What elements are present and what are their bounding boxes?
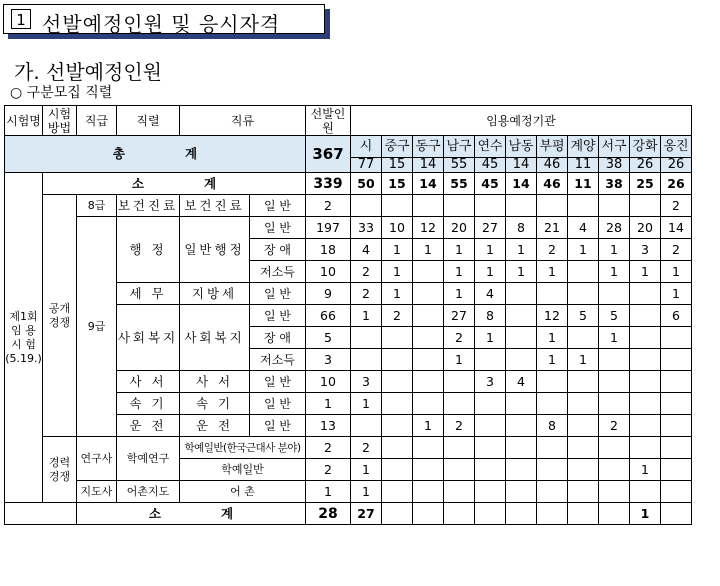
- agency-count-cell: [475, 415, 506, 437]
- agency-count-cell: [630, 371, 661, 393]
- subtotal2-agency-count: [599, 503, 630, 525]
- agency-count-cell: [413, 327, 444, 349]
- agency-count-cell: 1: [630, 261, 661, 283]
- subtotal2-agency-count: [413, 503, 444, 525]
- agency-count-cell: [568, 261, 599, 283]
- subtotal-agency-count: 50: [351, 173, 382, 195]
- subtotal2-selected: 28: [306, 503, 351, 525]
- agency-count-cell: 1: [568, 239, 599, 261]
- method-line: 경쟁: [48, 469, 71, 483]
- table-row: [5, 481, 692, 503]
- agency-count-cell: 1: [661, 261, 692, 283]
- agency-count-cell: [506, 283, 537, 305]
- header-selected: 선발인원: [306, 106, 351, 136]
- total-agency-count: 14: [506, 158, 537, 173]
- agency-count-cell: 1: [537, 349, 568, 371]
- selected-cell: 1: [306, 481, 351, 503]
- agency-count-cell: [661, 459, 692, 481]
- agency-count-cell: 1: [444, 239, 475, 261]
- agency-count-cell: 2: [661, 195, 692, 217]
- agency-count-cell: [599, 349, 630, 371]
- agency-count-cell: 1: [475, 327, 506, 349]
- agency-count-cell: [413, 349, 444, 371]
- agency-count-cell: [599, 393, 630, 415]
- series-cell: 사회복지: [117, 305, 180, 371]
- agency-count-cell: 14: [661, 217, 692, 239]
- header-grade: 직급: [77, 106, 117, 136]
- selected-cell: 66: [306, 305, 351, 327]
- type-cell: 일 반: [250, 283, 306, 305]
- subtotal-agency-count: 11: [568, 173, 599, 195]
- recruitment-table: [4, 105, 692, 525]
- subtotal-agency-count: 14: [506, 173, 537, 195]
- agency-count-cell: 1: [351, 481, 382, 503]
- subtotal-agency-count: 38: [599, 173, 630, 195]
- subtotal-agency-count: 55: [444, 173, 475, 195]
- agency-count-cell: 33: [351, 217, 382, 239]
- exam-name: [5, 173, 43, 503]
- selected-cell: 2: [306, 437, 351, 459]
- agency-count-cell: [444, 371, 475, 393]
- agency-count-cell: [537, 195, 568, 217]
- subtotal2-agency-count: 27: [351, 503, 382, 525]
- agency-count-cell: [444, 437, 475, 459]
- title-box: [3, 4, 325, 34]
- subtotal-agency-count: 15: [382, 173, 413, 195]
- subtotal-selected: 339: [306, 173, 351, 195]
- grade-cell: 지도사: [77, 481, 117, 503]
- agency-count-cell: [444, 393, 475, 415]
- agency-count-cell: 1: [599, 261, 630, 283]
- agency-count-cell: [630, 327, 661, 349]
- total-agency-count: 45: [475, 158, 506, 173]
- agency-count-cell: [475, 195, 506, 217]
- method-open: [43, 195, 77, 437]
- agency-count-cell: 1: [630, 459, 661, 481]
- agency-count-cell: 3: [630, 239, 661, 261]
- agency-count-cell: 4: [475, 283, 506, 305]
- agency-count-cell: [506, 305, 537, 327]
- agency-count-cell: [568, 393, 599, 415]
- agency-name-header: 중구: [382, 136, 413, 158]
- agency-name-header: 서구: [599, 136, 630, 158]
- subtotal-label-1: 소: [131, 175, 144, 191]
- total-label: [5, 136, 306, 173]
- subtotal2-label-1: 소: [148, 505, 161, 521]
- agency-name-header: 시: [351, 136, 382, 158]
- agency-count-cell: [537, 283, 568, 305]
- subtotal2-agency-count: 1: [630, 503, 661, 525]
- table-row: [5, 217, 692, 239]
- agency-count-cell: 2: [351, 283, 382, 305]
- agency-count-cell: 2: [661, 239, 692, 261]
- agency-count-cell: 8: [506, 217, 537, 239]
- selected-cell: 2: [306, 195, 351, 217]
- type-cell: 장 애: [250, 239, 306, 261]
- type-cell: 일 반: [250, 217, 306, 239]
- agency-count-cell: 6: [661, 305, 692, 327]
- subtotal2-agency-count: [444, 503, 475, 525]
- agency-count-cell: [382, 415, 413, 437]
- section-heading: 가. 선발예정인원: [14, 60, 162, 84]
- agency-count-cell: [475, 349, 506, 371]
- agency-count-cell: [568, 415, 599, 437]
- total-agency-count: 38: [599, 158, 630, 173]
- agency-count-cell: [413, 283, 444, 305]
- agency-count-cell: 1: [599, 239, 630, 261]
- agency-count-cell: 1: [413, 239, 444, 261]
- category-cell: 일반행정: [180, 217, 250, 283]
- agency-name-header: 강화: [630, 136, 661, 158]
- category-cell: 사회복지: [180, 305, 250, 371]
- agency-count-cell: 1: [537, 327, 568, 349]
- total-agency-count: 15: [382, 158, 413, 173]
- agency-count-cell: 2: [444, 327, 475, 349]
- agency-count-cell: [382, 459, 413, 481]
- total-label-1: 총: [112, 146, 125, 161]
- selected-cell: 9: [306, 283, 351, 305]
- header-exam: 시험명: [5, 106, 43, 136]
- subtotal2-agency-count: [475, 503, 506, 525]
- agency-count-cell: 1: [537, 261, 568, 283]
- agency-count-cell: [506, 481, 537, 503]
- selected-cell: 5: [306, 327, 351, 349]
- selected-cell: 197: [306, 217, 351, 239]
- agency-count-cell: [475, 459, 506, 481]
- agency-name-header: 남구: [444, 136, 475, 158]
- subtotal2-agency-count: [568, 503, 599, 525]
- agency-count-cell: 4: [351, 239, 382, 261]
- agency-count-cell: [630, 481, 661, 503]
- type-cell: 일 반: [250, 393, 306, 415]
- agency-name-header: 남동: [506, 136, 537, 158]
- table-row: [5, 195, 692, 217]
- agency-count-cell: [351, 327, 382, 349]
- total-agency-count: 55: [444, 158, 475, 173]
- agency-count-cell: [413, 305, 444, 327]
- agency-count-cell: 5: [599, 305, 630, 327]
- subtotal-row: [5, 173, 692, 195]
- method-career: [43, 437, 77, 503]
- agency-count-cell: [506, 393, 537, 415]
- total-agency-count: 11: [568, 158, 599, 173]
- agency-count-cell: [630, 415, 661, 437]
- agency-count-cell: 1: [599, 327, 630, 349]
- agency-count-cell: [475, 437, 506, 459]
- type-cell: 저소득: [250, 261, 306, 283]
- agency-count-cell: [568, 371, 599, 393]
- agency-count-cell: [630, 305, 661, 327]
- agency-count-cell: [599, 195, 630, 217]
- category-cell: 학예일반(한국근대사 분야): [180, 437, 306, 459]
- exam-name-line: 임 용: [11, 323, 36, 337]
- category-cell: 운 전: [180, 415, 250, 437]
- agency-count-cell: [382, 481, 413, 503]
- agency-count-cell: [630, 349, 661, 371]
- selected-cell: 18: [306, 239, 351, 261]
- selected-cell: 3: [306, 349, 351, 371]
- selected-cell: 13: [306, 415, 351, 437]
- agency-count-cell: [537, 481, 568, 503]
- agency-count-cell: [444, 195, 475, 217]
- agency-count-cell: 1: [661, 283, 692, 305]
- agency-count-cell: [661, 349, 692, 371]
- grade-cell: 9급: [77, 217, 117, 437]
- agency-count-cell: [537, 459, 568, 481]
- category-cell: 지방세: [180, 283, 250, 305]
- selected-cell: 2: [306, 459, 351, 481]
- header-category: 직류: [180, 106, 306, 136]
- agency-count-cell: [382, 437, 413, 459]
- agency-count-cell: [382, 349, 413, 371]
- agency-count-cell: [413, 437, 444, 459]
- total-label-2: 계: [185, 146, 198, 161]
- agency-count-cell: [413, 481, 444, 503]
- total-row: [5, 136, 692, 158]
- agency-count-cell: [444, 459, 475, 481]
- agency-count-cell: [661, 481, 692, 503]
- agency-count-cell: 12: [537, 305, 568, 327]
- agency-count-cell: [599, 371, 630, 393]
- agency-count-cell: [661, 415, 692, 437]
- agency-count-cell: 1: [568, 349, 599, 371]
- agency-count-cell: [568, 437, 599, 459]
- subtotal2-agency-count: [382, 503, 413, 525]
- agency-count-cell: 12: [413, 217, 444, 239]
- agency-count-cell: [506, 349, 537, 371]
- agency-count-cell: [382, 195, 413, 217]
- agency-name-header: 부평: [537, 136, 568, 158]
- agency-count-cell: 27: [475, 217, 506, 239]
- agency-count-cell: 4: [506, 371, 537, 393]
- method-line: 경력: [48, 455, 71, 469]
- agency-count-cell: [413, 459, 444, 481]
- agency-count-cell: [568, 327, 599, 349]
- agency-name-header: 옹진: [661, 136, 692, 158]
- agency-count-cell: 5: [568, 305, 599, 327]
- agency-name-header: 계양: [568, 136, 599, 158]
- series-cell: 세 무: [117, 283, 180, 305]
- agency-count-cell: 1: [382, 239, 413, 261]
- agency-count-cell: 2: [444, 415, 475, 437]
- agency-count-cell: [630, 393, 661, 415]
- total-agency-count: 14: [413, 158, 444, 173]
- subtotal-agency-count: 14: [413, 173, 444, 195]
- selected-cell: 1: [306, 393, 351, 415]
- category-cell: 학예일반: [180, 459, 306, 481]
- agency-count-cell: 20: [630, 217, 661, 239]
- agency-count-cell: 1: [475, 261, 506, 283]
- agency-count-cell: [506, 437, 537, 459]
- category-cell: 속 기: [180, 393, 250, 415]
- agency-count-cell: [506, 327, 537, 349]
- agency-count-cell: [382, 393, 413, 415]
- agency-count-cell: 8: [475, 305, 506, 327]
- subtotal-agency-count: 26: [661, 173, 692, 195]
- exam-name-line: 제1회: [9, 309, 38, 323]
- type-cell: 일 반: [250, 415, 306, 437]
- agency-name-header: 동구: [413, 136, 444, 158]
- exam-name-line: (5.19.): [5, 351, 42, 365]
- selected-cell: 10: [306, 371, 351, 393]
- subtotal-agency-count: 46: [537, 173, 568, 195]
- agency-count-cell: [351, 415, 382, 437]
- table-row: [5, 437, 692, 459]
- agency-count-cell: [351, 195, 382, 217]
- agency-count-cell: 1: [351, 393, 382, 415]
- agency-count-cell: [475, 393, 506, 415]
- method-line: 경쟁: [48, 315, 71, 329]
- subtotal-label: [43, 173, 306, 195]
- agency-count-cell: 1: [351, 305, 382, 327]
- agency-count-cell: 1: [444, 283, 475, 305]
- type-cell: 일 반: [250, 305, 306, 327]
- agency-count-cell: [599, 459, 630, 481]
- agency-count-cell: 20: [444, 217, 475, 239]
- agency-count-cell: [537, 393, 568, 415]
- agency-count-cell: [351, 349, 382, 371]
- agency-count-cell: 2: [599, 415, 630, 437]
- series-cell: 학예연구: [117, 437, 180, 481]
- total-agency-count: 26: [661, 158, 692, 173]
- type-cell: 장 애: [250, 327, 306, 349]
- page-title: 선발예정인원 및 응시자격: [42, 12, 281, 36]
- agency-count-cell: 8: [537, 415, 568, 437]
- agency-count-cell: [413, 371, 444, 393]
- agency-count-cell: [599, 283, 630, 305]
- series-cell: 보건진료: [117, 195, 180, 217]
- agency-count-cell: [382, 327, 413, 349]
- title-number: 1: [11, 9, 31, 29]
- agency-count-cell: [661, 371, 692, 393]
- total-agency-count: 26: [630, 158, 661, 173]
- subtotal2-agency-count: [661, 503, 692, 525]
- agency-count-cell: 1: [444, 349, 475, 371]
- header-series: 직렬: [117, 106, 180, 136]
- agency-count-cell: 1: [382, 283, 413, 305]
- type-cell: 저소득: [250, 349, 306, 371]
- agency-count-cell: [599, 437, 630, 459]
- category-cell: 보건진료: [180, 195, 250, 217]
- series-cell: 어촌지도: [117, 481, 180, 503]
- agency-count-cell: 1: [382, 261, 413, 283]
- subtotal2-label: [77, 503, 306, 525]
- agency-count-cell: [537, 371, 568, 393]
- agency-count-cell: 2: [537, 239, 568, 261]
- grade-cell: 연구사: [77, 437, 117, 481]
- total-agency-count: 77: [351, 158, 382, 173]
- total-selected: 367: [306, 136, 351, 173]
- header-method: 시험방법: [43, 106, 77, 136]
- agency-count-cell: [506, 195, 537, 217]
- type-cell: 일 반: [250, 371, 306, 393]
- agency-count-cell: [568, 195, 599, 217]
- method-line: 공개: [48, 301, 71, 315]
- type-cell: 일 반: [250, 195, 306, 217]
- agency-count-cell: 2: [382, 305, 413, 327]
- exam-name-line: 시 험: [11, 337, 36, 351]
- category-cell: 사 서: [180, 371, 250, 393]
- agency-count-cell: [661, 327, 692, 349]
- agency-count-cell: [444, 481, 475, 503]
- series-cell: 속 기: [117, 393, 180, 415]
- series-cell: 사 서: [117, 371, 180, 393]
- subtotal2-agency-count: [537, 503, 568, 525]
- agency-count-cell: 1: [506, 239, 537, 261]
- agency-count-cell: 2: [351, 437, 382, 459]
- agency-count-cell: [568, 283, 599, 305]
- agency-count-cell: [599, 481, 630, 503]
- category-cell: 어 촌: [180, 481, 306, 503]
- agency-count-cell: [413, 261, 444, 283]
- agency-count-cell: 1: [475, 239, 506, 261]
- agency-count-cell: 10: [382, 217, 413, 239]
- agency-count-cell: [568, 459, 599, 481]
- agency-count-cell: [661, 393, 692, 415]
- subtotal-agency-count: 25: [630, 173, 661, 195]
- agency-count-cell: [506, 415, 537, 437]
- agency-count-cell: [506, 459, 537, 481]
- agency-count-cell: 27: [444, 305, 475, 327]
- grade-cell: 8급: [77, 195, 117, 217]
- agency-count-cell: [382, 371, 413, 393]
- agency-count-cell: 1: [444, 261, 475, 283]
- subtotal-label-2: 계: [204, 175, 217, 191]
- agency-count-cell: [413, 393, 444, 415]
- selected-cell: 10: [306, 261, 351, 283]
- agency-count-cell: [630, 283, 661, 305]
- agency-count-cell: 1: [506, 261, 537, 283]
- series-cell: 행 정: [117, 217, 180, 283]
- agency-count-cell: 3: [475, 371, 506, 393]
- agency-count-cell: [475, 481, 506, 503]
- agency-count-cell: [630, 437, 661, 459]
- agency-count-cell: [537, 437, 568, 459]
- subtotal2-agency-count: [506, 503, 537, 525]
- total-agency-count: 46: [537, 158, 568, 173]
- agency-count-cell: 21: [537, 217, 568, 239]
- agency-count-cell: 2: [351, 261, 382, 283]
- header-agencies: 임용예정기관: [351, 106, 692, 136]
- subtotal2-label-2: 계: [221, 505, 234, 521]
- series-cell: 운 전: [117, 415, 180, 437]
- agency-count-cell: 3: [351, 371, 382, 393]
- agency-name-header: 연수: [475, 136, 506, 158]
- agency-count-cell: 28: [599, 217, 630, 239]
- agency-count-cell: 4: [568, 217, 599, 239]
- agency-count-cell: [413, 195, 444, 217]
- blank-cell: [5, 503, 77, 525]
- agency-count-cell: 1: [413, 415, 444, 437]
- subtotal-agency-count: 45: [475, 173, 506, 195]
- agency-count-cell: [568, 481, 599, 503]
- agency-count-cell: [630, 195, 661, 217]
- agency-count-cell: 1: [351, 459, 382, 481]
- subtotal-row-2: [5, 503, 692, 525]
- agency-count-cell: [661, 437, 692, 459]
- subsection-heading: ○ 구분모집 직렬: [10, 85, 113, 101]
